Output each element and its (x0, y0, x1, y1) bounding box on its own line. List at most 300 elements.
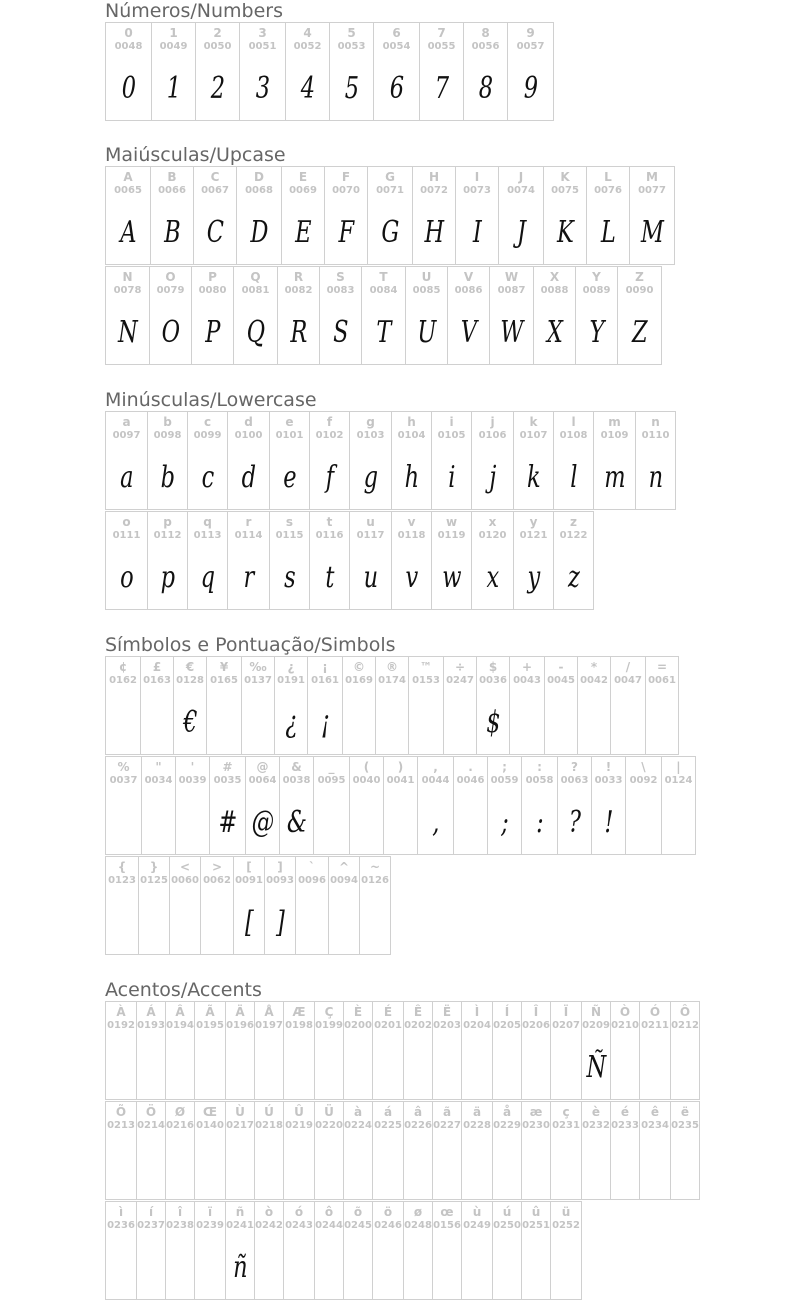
glyph-char-label: ô (324, 1205, 334, 1219)
glyph-row (105, 756, 695, 855)
glyph-cell (254, 1101, 284, 1200)
glyph-cell (507, 22, 554, 121)
glyph-char-label: ‰ (249, 660, 267, 674)
glyph-char-label: k (529, 415, 538, 429)
glyph-cell (591, 756, 626, 855)
glyph-code-label: 0091 (235, 875, 263, 886)
glyph-cell (463, 22, 508, 121)
glyph-char-label: ! (605, 760, 612, 774)
glyph-char-label: s (285, 515, 294, 529)
glyph-char-label: & (291, 760, 302, 774)
glyph-sample: Z (632, 315, 647, 350)
glyph-char-label: [ (246, 860, 252, 874)
glyph-code-label: 0120 (478, 530, 507, 541)
glyph-code-label: 0203 (433, 1020, 461, 1031)
glyph-char-label: õ (353, 1205, 363, 1219)
glyph-cell (151, 22, 196, 121)
glyph-code-label: 0162 (109, 675, 137, 686)
glyph-cell (432, 1201, 462, 1300)
glyph-code-label: 0034 (144, 775, 173, 786)
glyph-sample: C (206, 215, 224, 250)
glyph-code-label: 0096 (298, 875, 326, 886)
glyph-cell (209, 756, 246, 855)
glyph-char-label: ù (472, 1205, 482, 1219)
glyph-char-label: ` (309, 860, 315, 874)
glyph-sample: & (286, 805, 307, 840)
glyph-cell (233, 266, 278, 365)
glyph-char-label: 7 (437, 26, 446, 40)
glyph-code-label: 0233 (611, 1120, 639, 1131)
glyph-sample: m (604, 460, 625, 495)
glyph-code-label: 0061 (648, 675, 676, 686)
glyph-char-label: R (293, 270, 304, 284)
glyph-char-label: { (117, 860, 127, 874)
glyph-char-label: î (177, 1205, 183, 1219)
glyph-code-label: 0055 (427, 41, 456, 52)
glyph-code-label: 0216 (166, 1120, 194, 1131)
glyph-char-label: ø (413, 1205, 423, 1219)
glyph-char-label: \ (641, 760, 646, 774)
glyph-cell (372, 1001, 404, 1100)
glyph-cell (274, 656, 308, 755)
glyph-row (105, 1101, 699, 1200)
glyph-code-label: 0227 (433, 1120, 461, 1131)
glyph-char-label: " (155, 760, 162, 774)
glyph-code-label: 0251 (522, 1220, 550, 1231)
glyph-char-label: C (210, 170, 220, 184)
glyph-cell (629, 166, 675, 265)
glyph-char-label: Ë (442, 1005, 452, 1019)
glyph-cell (194, 1101, 226, 1200)
glyph-code-label: 0041 (386, 775, 415, 786)
glyph-char-label: 6 (392, 26, 401, 40)
glyph-char-label: ? (571, 760, 578, 774)
glyph-code-label: 0108 (559, 430, 588, 441)
glyph-code-label: 0194 (166, 1020, 194, 1031)
glyph-code-label: 0248 (404, 1220, 432, 1231)
glyph-char-label: z (570, 515, 577, 529)
glyph-code-label: 0247 (446, 675, 474, 686)
glyph-code-label: 0118 (397, 530, 426, 541)
glyph-cell (165, 1101, 195, 1200)
glyph-sample: 7 (434, 71, 449, 106)
glyph-cell (471, 511, 514, 610)
glyph-cell (453, 756, 488, 855)
glyph-cell (105, 511, 148, 610)
glyph-char-label: ç (562, 1105, 570, 1119)
glyph-cell (165, 1001, 195, 1100)
glyph-code-label: 0192 (107, 1020, 135, 1031)
glyph-char-label: 1 (169, 26, 178, 40)
glyph-cell (241, 656, 275, 755)
glyph-cell (225, 1001, 255, 1100)
glyph-code-label: 0231 (552, 1120, 580, 1131)
glyph-code-label: 0100 (234, 430, 263, 441)
glyph-cell (307, 656, 343, 755)
glyph-code-label: 0071 (376, 185, 404, 196)
glyph-code-label: 0089 (582, 285, 611, 296)
glyph-code-label: 0252 (552, 1220, 580, 1231)
glyph-cell (581, 1101, 611, 1200)
glyph-char-label: x (488, 515, 497, 529)
glyph-code-label: 0037 (109, 775, 138, 786)
glyph-cell (239, 22, 286, 121)
glyph-sample: F (338, 215, 354, 250)
glyph-sample: P (205, 315, 220, 350)
glyph-cell (403, 1201, 433, 1300)
glyph-sample: € (183, 705, 197, 740)
glyph-char-label: Ï (563, 1005, 569, 1019)
glyph-code-label: 0103 (356, 430, 385, 441)
glyph-code-label: 0109 (600, 430, 629, 441)
glyph-code-label: 0035 (213, 775, 242, 786)
glyph-cell (610, 1001, 640, 1100)
glyph-code-label: 0205 (493, 1020, 521, 1031)
glyph-char-label: Œ (202, 1105, 217, 1119)
glyph-code-label: 0114 (234, 530, 263, 541)
glyph-cell (136, 1201, 166, 1300)
glyph-cell (105, 1101, 137, 1200)
glyph-sample: e (283, 460, 296, 495)
glyph-code-label: 0042 (580, 675, 608, 686)
glyph-code-label: 0049 (159, 41, 188, 52)
glyph-char-label: Z (635, 270, 644, 284)
glyph-code-label: 0230 (522, 1120, 550, 1131)
glyph-cell (492, 1101, 522, 1200)
glyph-cell (544, 656, 578, 755)
glyph-cell (269, 411, 310, 510)
glyph-code-label: 0084 (369, 285, 398, 296)
glyph-sample: E (295, 215, 311, 250)
glyph-code-label: 0081 (241, 285, 270, 296)
glyph-char-label: B (167, 170, 177, 184)
glyph-char-label: ï (207, 1205, 213, 1219)
glyph-code-label: 0234 (641, 1120, 669, 1131)
section-title: Símbolos e Pontuação/Simbols (105, 634, 396, 656)
section-title: Maiúsculas/Upcase (105, 144, 286, 166)
glyph-char-label: à (353, 1105, 363, 1119)
glyph-char-label: T (379, 270, 388, 284)
glyph-cell (195, 22, 240, 121)
glyph-cell (285, 22, 330, 121)
glyph-char-label: ì (118, 1205, 124, 1219)
glyph-sample: k (527, 460, 540, 495)
glyph-cell (349, 756, 384, 855)
glyph-sample: @ (251, 805, 274, 840)
glyph-char-label: ú (502, 1205, 512, 1219)
glyph-cell (313, 756, 350, 855)
glyph-code-label: 0075 (551, 185, 579, 196)
glyph-cell (295, 856, 329, 955)
section-title: Acentos/Accents (105, 979, 262, 1001)
glyph-cell (521, 756, 558, 855)
glyph-code-label: 0218 (255, 1120, 283, 1131)
glyph-code-label: 0099 (193, 430, 222, 441)
glyph-row (105, 1201, 699, 1300)
glyph-sample: B (164, 215, 180, 250)
glyph-cell (367, 166, 413, 265)
glyph-char-label: l (571, 415, 576, 429)
glyph-cell (581, 1001, 611, 1100)
glyph-cell (225, 1101, 255, 1200)
glyph-sample: 8 (478, 71, 493, 106)
glyph-code-label: 0242 (255, 1220, 283, 1231)
glyph-char-label: . (468, 760, 473, 774)
glyph-char-label: ) (397, 760, 404, 774)
glyph-row (105, 511, 675, 610)
glyph-sample: 1 (166, 71, 181, 106)
glyph-code-label: 0112 (153, 530, 182, 541)
glyph-cell (343, 1101, 373, 1200)
glyph-code-label: 0057 (516, 41, 545, 52)
glyph-char-label: â (413, 1105, 423, 1119)
glyph-cell (550, 1001, 582, 1100)
glyph-cell (175, 756, 210, 855)
glyph-char-label: , (433, 760, 438, 774)
glyph-code-label: 0202 (404, 1020, 432, 1031)
glyph-cell (343, 1201, 373, 1300)
glyph-char-label: Ò (619, 1005, 631, 1019)
glyph-char-label: ~ (369, 860, 381, 874)
glyph-char-label: o (122, 515, 131, 529)
glyph-char-label: Û (294, 1105, 304, 1119)
glyph-code-label: 0083 (326, 285, 355, 296)
glyph-char-label: t (326, 515, 333, 529)
glyph-char-label: Ç (324, 1005, 334, 1019)
glyph-sample: o (120, 560, 133, 595)
glyph-cell (443, 656, 477, 755)
glyph-code-label: 0092 (629, 775, 658, 786)
glyph-sample: p (160, 560, 175, 595)
glyph-char-label: e (285, 415, 294, 429)
glyph-cell (169, 856, 201, 955)
glyph-char-label: I (474, 170, 480, 184)
glyph-cell (136, 1101, 166, 1200)
glyph-cell (283, 1201, 315, 1300)
glyph-char-label: € (185, 660, 195, 674)
glyph-row (105, 411, 675, 510)
glyph-char-label: ® (386, 660, 398, 674)
glyph-sample: 6 (389, 71, 404, 106)
section-title: Números/Numbers (105, 0, 283, 22)
glyph-code-label: 0102 (315, 430, 344, 441)
glyph-code-label: 0093 (266, 875, 294, 886)
glyph-row (105, 22, 553, 121)
glyph-cell (206, 656, 242, 755)
glyph-sample: J (516, 215, 526, 250)
glyph-sample: [ (244, 905, 254, 940)
glyph-cell (149, 266, 192, 365)
glyph-cell (105, 266, 150, 365)
glyph-sample: T (376, 315, 391, 350)
glyph-sample: 9 (523, 71, 538, 106)
glyph-char-label: Ê (413, 1005, 423, 1019)
glyph-char-label: H (428, 170, 440, 184)
glyph-cell (138, 856, 170, 955)
glyph-char-label: # (222, 760, 233, 774)
glyph-sample: ] (275, 905, 285, 940)
glyph-code-label: 0068 (245, 185, 273, 196)
glyph-code-label: 0094 (330, 875, 358, 886)
glyph-cell (254, 1001, 284, 1100)
glyph-char-label: è (591, 1105, 601, 1119)
glyph-cell (461, 1201, 493, 1300)
glyph-cell (550, 1201, 582, 1300)
glyph-cell (492, 1201, 522, 1300)
glyph-cell (227, 511, 270, 610)
glyph-char-label: F (341, 170, 351, 184)
glyph-code-label: 0239 (196, 1220, 224, 1231)
glyph-char-label: ¿ (287, 660, 295, 674)
glyph-row (105, 656, 695, 755)
glyph-sample: b (160, 460, 175, 495)
glyph-code-label: 0082 (284, 285, 313, 296)
glyph-cell (412, 166, 456, 265)
glyph-char-label: Â (175, 1005, 185, 1019)
glyph-cell (150, 166, 194, 265)
glyph-cell (359, 856, 391, 955)
glyph-code-label: 0087 (497, 285, 526, 296)
glyph-cell (635, 411, 676, 510)
glyph-code-label: 0064 (248, 775, 277, 786)
glyph-sample: W (500, 315, 523, 350)
glyph-sample: Ñ (586, 1050, 606, 1085)
glyph-sample: H (424, 215, 444, 250)
glyph-code-label: 0074 (507, 185, 535, 196)
glyph-cell (342, 656, 376, 755)
glyph-cell (225, 1201, 255, 1300)
glyph-cell (277, 266, 320, 365)
glyph-row (105, 266, 674, 365)
glyph-cell (639, 1001, 671, 1100)
glyph-char-label: K (560, 170, 570, 184)
glyph-code-label: 0236 (107, 1220, 135, 1231)
glyph-code-label: 0191 (277, 675, 305, 686)
glyph-char-label: Å (264, 1005, 274, 1019)
glyph-code-label: 0033 (594, 775, 623, 786)
glyph-char-label: ™ (420, 660, 432, 674)
glyph-char-label: b (163, 415, 172, 429)
glyph-cell (471, 411, 514, 510)
glyph-sample: w (442, 560, 461, 595)
glyph-code-label: 0038 (282, 775, 311, 786)
glyph-cell (105, 166, 151, 265)
glyph-cell (194, 1001, 226, 1100)
glyph-code-label: 0210 (611, 1020, 639, 1031)
glyph-code-label: 0066 (158, 185, 186, 196)
glyph-cell (645, 656, 679, 755)
glyph-sample: D (250, 215, 268, 250)
charmap-section (105, 389, 675, 611)
glyph-char-label: 0 (124, 26, 133, 40)
glyph-char-label: Í (504, 1005, 510, 1019)
glyph-cell (105, 411, 148, 510)
glyph-cell (343, 1001, 373, 1100)
glyph-code-label: 0080 (198, 285, 227, 296)
glyph-sample: v (405, 560, 418, 595)
glyph-char-label: u (366, 515, 375, 529)
glyph-code-label: 0214 (137, 1120, 165, 1131)
glyph-code-label: 0124 (664, 775, 693, 786)
glyph-cell (264, 856, 296, 955)
glyph-sample: s (284, 560, 295, 595)
glyph-sample: n (648, 460, 663, 495)
glyph-cell (279, 756, 314, 855)
glyph-sample: 0 (121, 71, 136, 106)
glyph-char-label: h (407, 415, 416, 429)
glyph-char-label: S (336, 270, 345, 284)
glyph-char-label: 3 (258, 26, 267, 40)
glyph-cell (417, 756, 454, 855)
glyph-char-label: ; (502, 760, 507, 774)
glyph-code-label: 0229 (493, 1120, 521, 1131)
glyph-char-label: å (502, 1105, 512, 1119)
glyph-cell (254, 1201, 284, 1300)
glyph-cell (187, 511, 228, 610)
glyph-code-label: 0196 (226, 1020, 254, 1031)
glyph-code-label: 0067 (201, 185, 229, 196)
glyph-code-label: 0095 (317, 775, 346, 786)
glyph-sample: f (325, 460, 334, 495)
glyph-cell (105, 856, 139, 955)
glyph-char-label: + (521, 660, 533, 674)
glyph-cell (141, 756, 176, 855)
glyph-code-label: 0050 (203, 41, 232, 52)
glyph-char-label: M (646, 170, 658, 184)
glyph-sample: d (241, 460, 256, 495)
glyph-sample: 2 (210, 71, 225, 106)
glyph-sample: x (486, 560, 499, 595)
glyph-char-label: N (122, 270, 133, 284)
glyph-code-label: 0079 (156, 285, 185, 296)
glyph-code-label: 0085 (412, 285, 441, 296)
glyph-char-label: ê (650, 1105, 660, 1119)
glyph-char-label: > (211, 860, 223, 874)
glyph-cell (408, 656, 444, 755)
glyph-cell (670, 1001, 700, 1100)
glyph-code-label: 0174 (378, 675, 406, 686)
glyph-cell (314, 1001, 344, 1100)
glyph-code-label: 0243 (285, 1220, 313, 1231)
glyph-char-label: E (298, 170, 308, 184)
glyph-code-label: 0098 (153, 430, 182, 441)
glyph-cell (492, 1001, 522, 1100)
glyph-char-label: A (123, 170, 133, 184)
glyph-char-label: ( (363, 760, 370, 774)
glyph-code-label: 0059 (490, 775, 519, 786)
glyph-char-label: c (203, 415, 212, 429)
glyph-char-label: í (148, 1205, 154, 1219)
glyph-code-label: 0090 (625, 285, 654, 296)
glyph-char-label: Y (592, 270, 601, 284)
glyph-char-label: Ù (235, 1105, 245, 1119)
glyph-char-label: 5 (347, 26, 356, 40)
glyph-code-label: 0106 (478, 430, 507, 441)
glyph-cell (194, 1201, 226, 1300)
glyph-code-label: 0117 (356, 530, 385, 541)
glyph-char-label: ¢ (118, 660, 128, 674)
glyph-code-label: 0228 (463, 1120, 491, 1131)
glyph-char-label: ] (277, 860, 283, 874)
glyph-code-label: 0047 (614, 675, 642, 686)
glyph-code-label: 0140 (196, 1120, 224, 1131)
glyph-cell (314, 1201, 344, 1300)
glyph-code-label: 0107 (519, 430, 548, 441)
glyph-char-label: m (608, 415, 621, 429)
glyph-cell (105, 756, 142, 855)
glyph-code-label: 0125 (140, 875, 168, 886)
glyph-code-label: 0070 (332, 185, 360, 196)
